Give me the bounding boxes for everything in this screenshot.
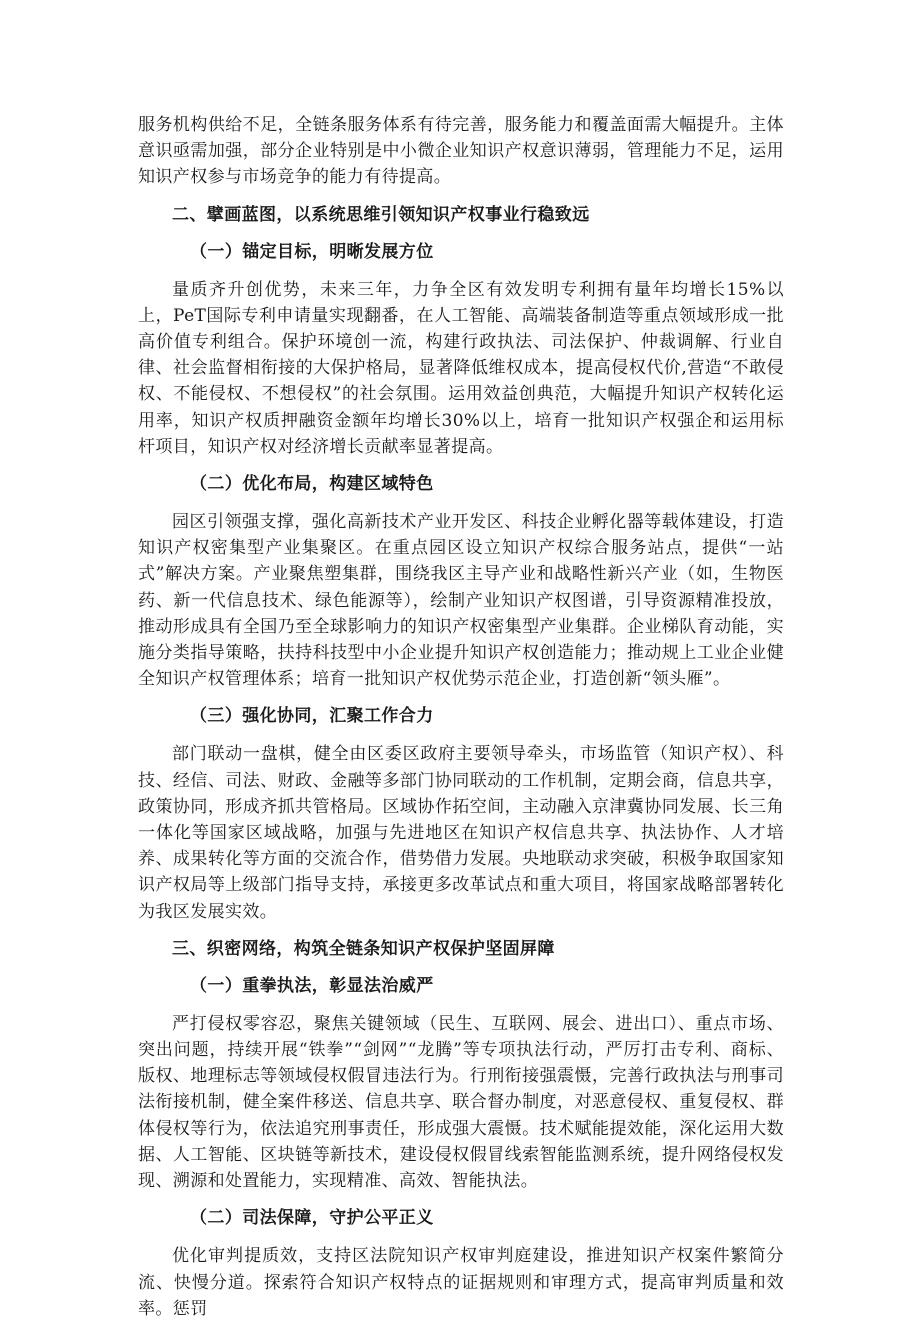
paragraph: 部门联动一盘棋，健全由区委区政府主要领导牵头，市场监管（知识产权）、科技、经信、司法、财政、金融等多部门协同联动的工作机制，定期会商，信息共享，政策协同，形成齐抓共管格局。区域协作拓空间，主动融入京津冀协同发展、长三角一体化等国家区域战略，加强与先进地区在知识产权信息共享、执法协作、人才培养、成果转化等方面的交流合作，借势借力发展。央地联动求突破，积极争取国家知识产权局等上级部门指导支持，承接更多改革试点和重大项目，将国家战略部署转化为我区发展实效。 xyxy=(138,744,784,922)
subsection-heading: （二）优化布局，构建区域特色 xyxy=(190,474,434,495)
subsection-heading: （一）重拳执法，彰显法治威严 xyxy=(190,975,434,996)
section-heading: 二、擘画蓝图，以系统思维引领知识产权事业行稳致远 xyxy=(172,204,590,225)
paragraph: 量质齐升创优势，未来三年，力争全区有效发明专利拥有量年均增长15%以上，PeT国际专利申请量实现翻番，在人工智能、高端装备制造等重点领域形成一批高价值专利组合。保护环境创一流，构建行政执法、司法保护、仲裁调解、行业自律、社会监督相衔接的大保护格局，显著降低维权成本，提高侵权代价,营造“不敢侵权、不能侵权、不想侵权”的社会氛围。运用效益创典范，大幅提升知识产权转化运用率，知识产权质押融资金额年均增长30%以上，培育一批知识产权强企和运用标杆项目，知识产权对经济增长贡献率显著提高。 xyxy=(138,279,784,457)
paragraph: 园区引领强支撑，强化高新技术产业开发区、科技企业孵化器等载体建设，打造知识产权密集型产业集聚区。在重点园区设立知识产权综合服务站点，提供“一站式”解决方案。产业聚焦塑集群，围绕我区主导产业和战略性新兴产业（如，生物医药、新一代信息技术、绿色能源等），绘制产业知识产权图谱，引导资源精准投放，推动形成具有全国乃至全球影响力的知识产权密集型产业集群。企业梯队育动能，实施分类指导策略，扶持科技型中小企业提升知识产权创造能力；推动规上工业企业健全知识产权管理体系；培育一批知识产权优势示范企业，打造创新“领头雁”。 xyxy=(138,512,784,690)
subsection-heading: （三）强化协同，汇聚工作合力 xyxy=(190,706,434,727)
paragraph: 优化审判提质效，支持区法院知识产权审判庭建设，推进知识产权案件繁简分流、快慢分道。探索符合知识产权特点的证据规则和审理方式，提高审判质量和效率。惩罚 xyxy=(138,1246,784,1319)
section-heading: 三、织密网络，构筑全链条知识产权保护坚固屏障 xyxy=(172,938,555,959)
subsection-heading: （二）司法保障，守护公平正义 xyxy=(190,1208,434,1229)
paragraph: 严打侵权零容忍，聚焦关键领域（民生、互联网、展会、进出口）、重点市场、突出问题，持续开展“铁拳”“剑网”“龙腾”等专项执法行动，严厉打击专利、商标、版权、地理标志等领域侵权假冒违法行为。行刑衔接强震慑，完善行政执法与刑事司法衔接机制，健全案件移送、信息共享、联合督办制度，对恶意侵权、重复侵权、群体侵权等行为，依法追究刑事责任，形成强大震慑。技术赋能提效能，深化运用大数据、人工智能、区块链等新技术，建设侵权假冒线索智能监测系统，提升网络侵权发现、溯源和处置能力，实现精准、高效、智能执法。 xyxy=(138,1013,784,1192)
subsection-heading: （一）锚定目标，明晰发展方位 xyxy=(190,241,434,262)
paragraph: 服务机构供给不足，全链条服务体系有待完善，服务能力和覆盖面需大幅提升。主体意识亟需加强，部分企业特别是中小微企业知识产权意识薄弱，管理能力不足，运用知识产权参与市场竞争的能力有待提高。 xyxy=(138,115,784,188)
